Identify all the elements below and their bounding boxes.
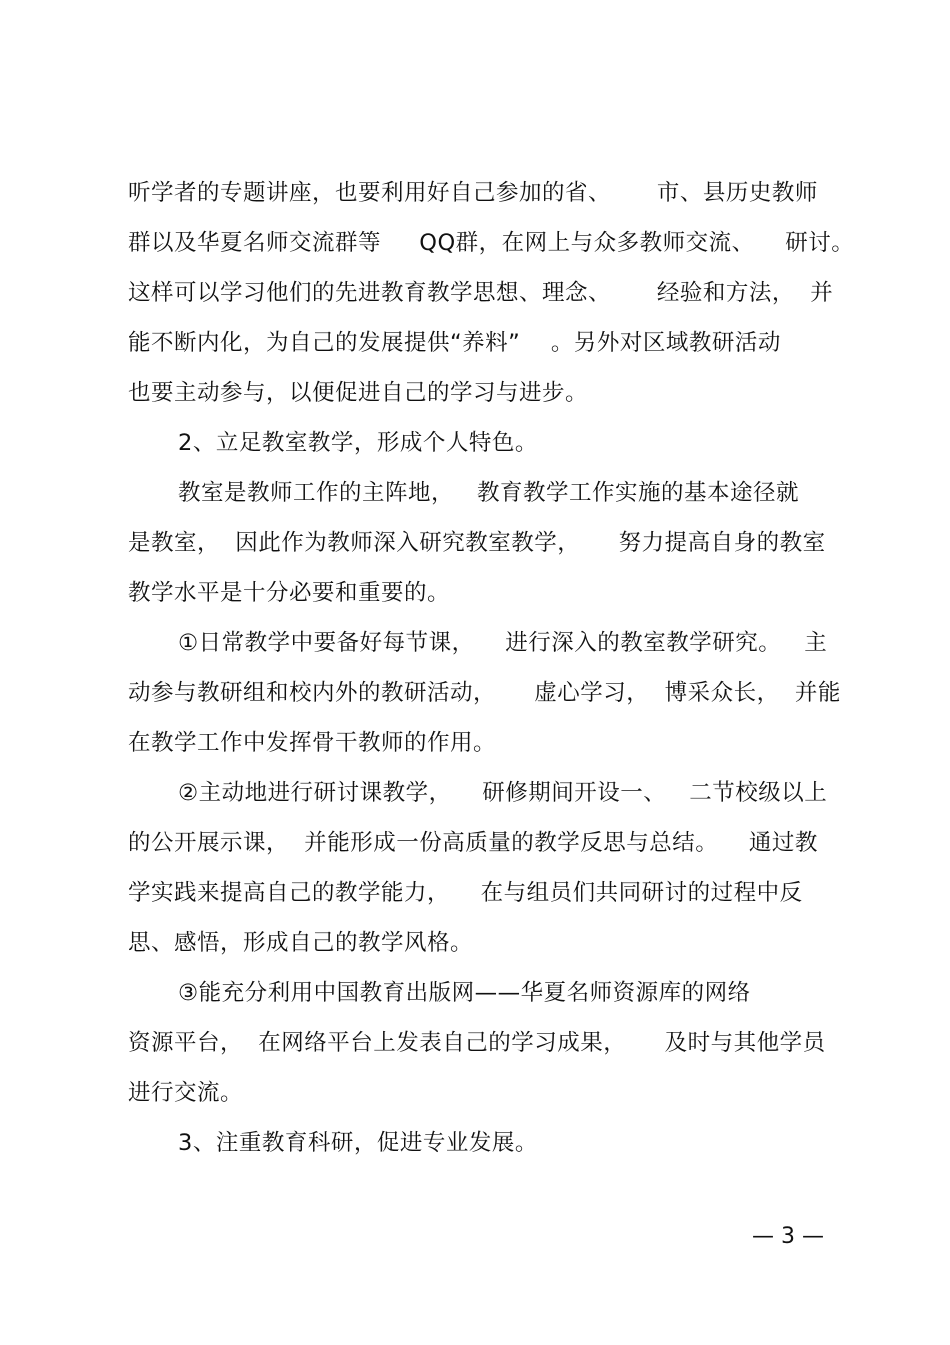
page-number: — 3 — [752,1224,824,1249]
paragraph-line: 这样可以学习他们的先进教育教学思想、理念、 经验和方法， 并 [128,280,834,306]
list-item-line: ③能充分利用中国教育出版网——华夏名师资源库的网络 [178,980,751,1006]
paragraph-line: 教室是教师工作的主阵地， 教育教学工作实施的基本途径就 [178,480,799,506]
paragraph-line: 教学水平是十分必要和重要的。 [128,580,451,606]
list-item-line: 的公开展示课， 并能形成一份高质量的教学反思与总结。 通过教 [128,830,818,856]
list-item-line: 进行交流。 [128,1080,244,1106]
list-item-line: ②主动地进行研讨课教学， 研修期间开设一、 二节校级以上 [178,780,828,806]
paragraph-line: 是教室， 因此作为教师深入研究教室教学， 努力提高自身的教室 [128,530,826,556]
list-item-line: ①日常教学中要备好每节课， 进行深入的教室教学研究。 主 [178,630,828,656]
list-item-line: 思、感悟，形成自己的教学风格。 [128,930,474,956]
paragraph-line: 群以及华夏名师交流群等 QQ群，在网上与众多教师交流、 研讨。 [128,230,855,256]
list-item-line: 动参与教研组和校内外的教研活动， 虚心学习， 博采众长， 并能 [128,680,841,706]
section-heading: 2、立足教室教学，形成个人特色。 [178,430,538,456]
paragraph-line: 能不断内化，为自己的发展提供“养料” 。另外对区域教研活动 [128,330,781,356]
section-heading: 3、注重教育科研，促进专业发展。 [178,1130,538,1156]
paragraph-line: 也要主动参与，以便促进自己的学习与进步。 [128,380,589,406]
list-item-line: 资源平台， 在网络平台上发表自己的学习成果， 及时与其他学员 [128,1030,826,1056]
paragraph-line: 听学者的专题讲座，也要利用好自己参加的省、 市、县历史教师 [128,180,818,206]
list-item-line: 学实践来提高自己的教学能力， 在与组员们共同研讨的过程中反 [128,880,803,906]
list-item-line: 在教学工作中发挥骨干教师的作用。 [128,730,497,756]
